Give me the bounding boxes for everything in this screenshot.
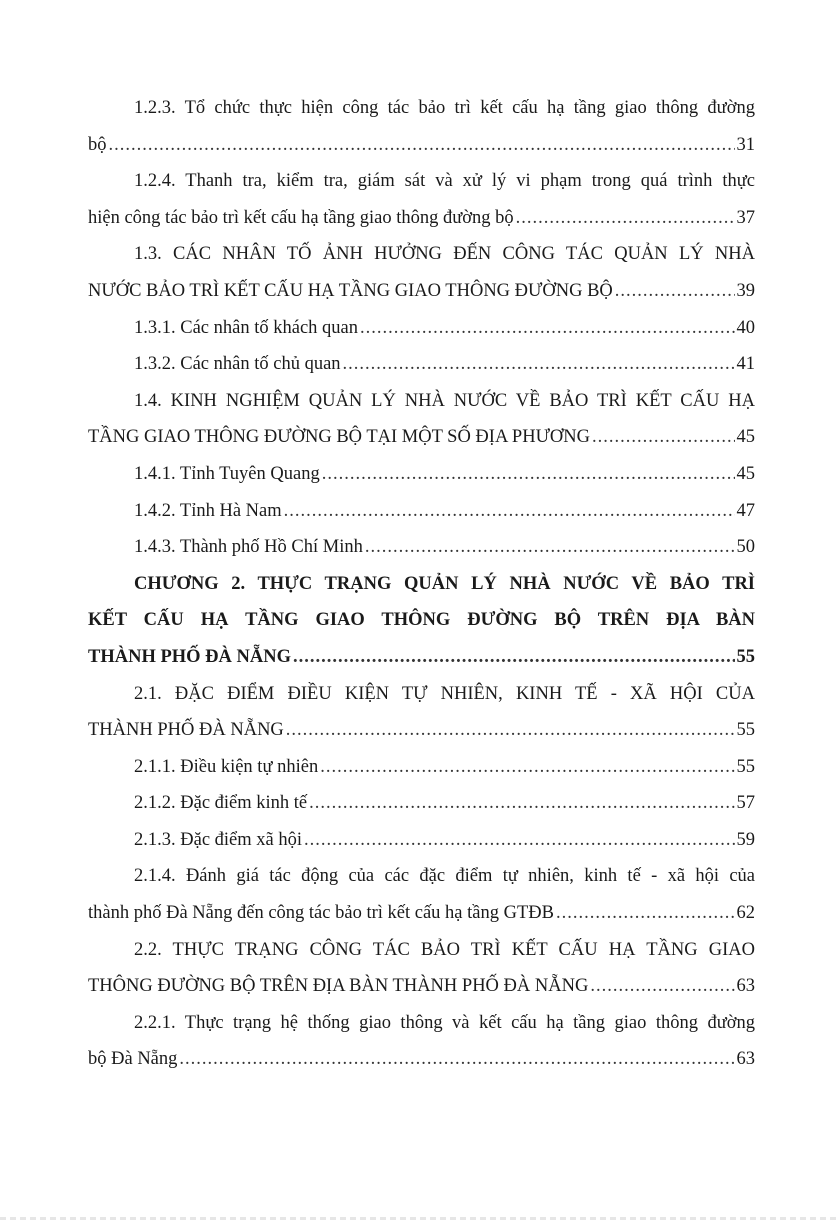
- toc-line: [88, 90, 755, 127]
- toc-entry-text: bộ Đà Nẵng: [88, 1049, 178, 1070]
- toc-entry-text: 2.1.1. Điều kiện tự nhiên: [134, 756, 319, 777]
- toc-page-number: 50: [736, 537, 755, 558]
- toc-page-number: 63: [736, 1049, 755, 1070]
- toc-line: [88, 676, 755, 713]
- toc-entry-text: 1.4.2. Tỉnh Hà Nam: [134, 500, 282, 521]
- table-of-contents: [88, 90, 755, 1078]
- toc-page-number: 62: [736, 903, 755, 924]
- dot-leader: [320, 749, 734, 786]
- toc-chapter-line: [88, 639, 755, 676]
- toc-entry-text: 2.2. THỰC TRẠNG CÔNG TÁC BẢO TRÌ KẾT CẤU HẠ TẦNG GIAO: [134, 939, 755, 960]
- dot-leader: [309, 785, 734, 822]
- toc-entry-text: 1.4.3. Thành phố Hồ Chí Minh: [134, 537, 363, 558]
- toc-line: [88, 493, 755, 530]
- dot-leader: [360, 310, 735, 347]
- toc-line: [88, 310, 755, 347]
- toc-line: [88, 1041, 755, 1078]
- toc-line: [88, 127, 755, 164]
- toc-page-number: 55: [736, 756, 755, 777]
- dot-leader: [109, 127, 735, 164]
- toc-entry-text: 2.2.1. Thực trạng hệ thống giao thông và kết cấu hạ tầng giao thông đường: [134, 1012, 755, 1033]
- toc-page-number: 40: [736, 317, 755, 338]
- toc-entry-text: hiện công tác bảo trì kết cấu hạ tầng giao thông đường bộ: [88, 207, 514, 228]
- toc-entry-text: CHƯƠNG 2. THỰC TRẠNG QUẢN LÝ NHÀ NƯỚC VỀ BẢO TRÌ: [134, 573, 755, 594]
- toc-chapter-line: [88, 566, 755, 603]
- toc-chapter-line: [88, 602, 755, 639]
- toc-entry-text: thành phố Đà Nẵng đến công tác bảo trì kết cấu hạ tầng GTĐB: [88, 903, 554, 924]
- toc-line: [88, 968, 755, 1005]
- toc-page-number: 37: [736, 207, 755, 228]
- toc-entry-text: THÀNH PHỐ ĐÀ NẴNG: [88, 646, 291, 667]
- toc-page-number: 47: [736, 500, 755, 521]
- toc-line: [88, 712, 755, 749]
- dot-leader: [293, 639, 735, 676]
- toc-entry-text: THÔNG ĐƯỜNG BỘ TRÊN ĐỊA BÀN THÀNH PHỐ ĐÀ NẴNG: [88, 976, 589, 997]
- dot-leader: [343, 346, 735, 383]
- toc-entry-text: 2.1.2. Đặc điểm kinh tế: [134, 793, 308, 814]
- toc-entry-text: THÀNH PHỐ ĐÀ NẴNG: [88, 720, 284, 741]
- dot-leader: [590, 968, 734, 1005]
- dot-leader: [556, 895, 735, 932]
- toc-line: [88, 236, 755, 273]
- toc-page-number: 55: [736, 646, 755, 667]
- toc-entry-text: 2.1.3. Đặc điểm xã hội: [134, 829, 302, 850]
- toc-page-number: 63: [736, 976, 755, 997]
- dot-leader: [592, 419, 734, 456]
- toc-line: [88, 822, 755, 859]
- dot-leader: [304, 822, 735, 859]
- dot-leader: [179, 1041, 734, 1078]
- toc-entry-text: KẾT CẤU HẠ TẦNG GIAO THÔNG ĐƯỜNG BỘ TRÊN ĐỊA BÀN: [88, 610, 755, 631]
- toc-line: [88, 858, 755, 895]
- toc-line: [88, 383, 755, 420]
- toc-line: [88, 895, 755, 932]
- dot-leader: [284, 493, 735, 530]
- toc-line: [88, 932, 755, 969]
- toc-entry-text: 1.4.1. Tỉnh Tuyên Quang: [134, 463, 320, 484]
- toc-line: [88, 1005, 755, 1042]
- dot-leader: [615, 273, 735, 310]
- toc-page-number: 39: [736, 280, 755, 301]
- toc-entry-text: 2.1. ĐẶC ĐIỂM ĐIỀU KIỆN TỰ NHIÊN, KINH TẾ - XÃ HỘI CỦA: [134, 683, 755, 704]
- toc-line: [88, 749, 755, 786]
- toc-line: [88, 200, 755, 237]
- toc-entry-text: 1.4. KINH NGHIỆM QUẢN LÝ NHÀ NƯỚC VỀ BẢO TRÌ KẾT CẤU HẠ: [134, 390, 755, 411]
- toc-entry-text: bộ: [88, 134, 107, 155]
- dot-leader: [322, 456, 735, 493]
- dot-leader: [286, 712, 735, 749]
- toc-page-number: 57: [736, 793, 755, 814]
- toc-line: [88, 163, 755, 200]
- toc-entry-text: 1.3.2. Các nhân tố chủ quan: [134, 354, 341, 375]
- toc-line: [88, 419, 755, 456]
- toc-page-number: 45: [736, 427, 755, 448]
- toc-entry-text: 1.3.1. Các nhân tố khách quan: [134, 317, 358, 338]
- dot-leader: [365, 529, 735, 566]
- toc-entry-text: 1.2.3. Tổ chức thực hiện công tác bảo trì kết cấu hạ tầng giao thông đường: [134, 98, 755, 118]
- toc-line: [88, 346, 755, 383]
- toc-entry-text: 2.1.4. Đánh giá tác động của các đặc điểm tự nhiên, kinh tế - xã hội của: [134, 866, 755, 887]
- toc-page-number: 45: [736, 463, 755, 484]
- toc-line: [88, 529, 755, 566]
- toc-page-number: 59: [736, 829, 755, 850]
- toc-entry-text: 1.3. CÁC NHÂN TỐ ẢNH HƯỞNG ĐẾN CÔNG TÁC QUẢN LÝ NHÀ: [134, 244, 755, 265]
- dot-leader: [516, 200, 735, 237]
- toc-page-number: 31: [736, 134, 755, 155]
- toc-line: [88, 456, 755, 493]
- toc-page-number: 41: [736, 354, 755, 375]
- toc-line: [88, 785, 755, 822]
- toc-entry-text: NƯỚC BẢO TRÌ KẾT CẤU HẠ TẦNG GIAO THÔNG ĐƯỜNG BỘ: [88, 280, 613, 301]
- toc-line: [88, 273, 755, 310]
- toc-entry-text: 1.2.4. Thanh tra, kiểm tra, giám sát và xử lý vi phạm trong quá trình thực: [134, 171, 755, 192]
- toc-page-number: 55: [736, 720, 755, 741]
- toc-entry-text: TẦNG GIAO THÔNG ĐƯỜNG BỘ TẠI MỘT SỐ ĐỊA PHƯƠNG: [88, 427, 591, 448]
